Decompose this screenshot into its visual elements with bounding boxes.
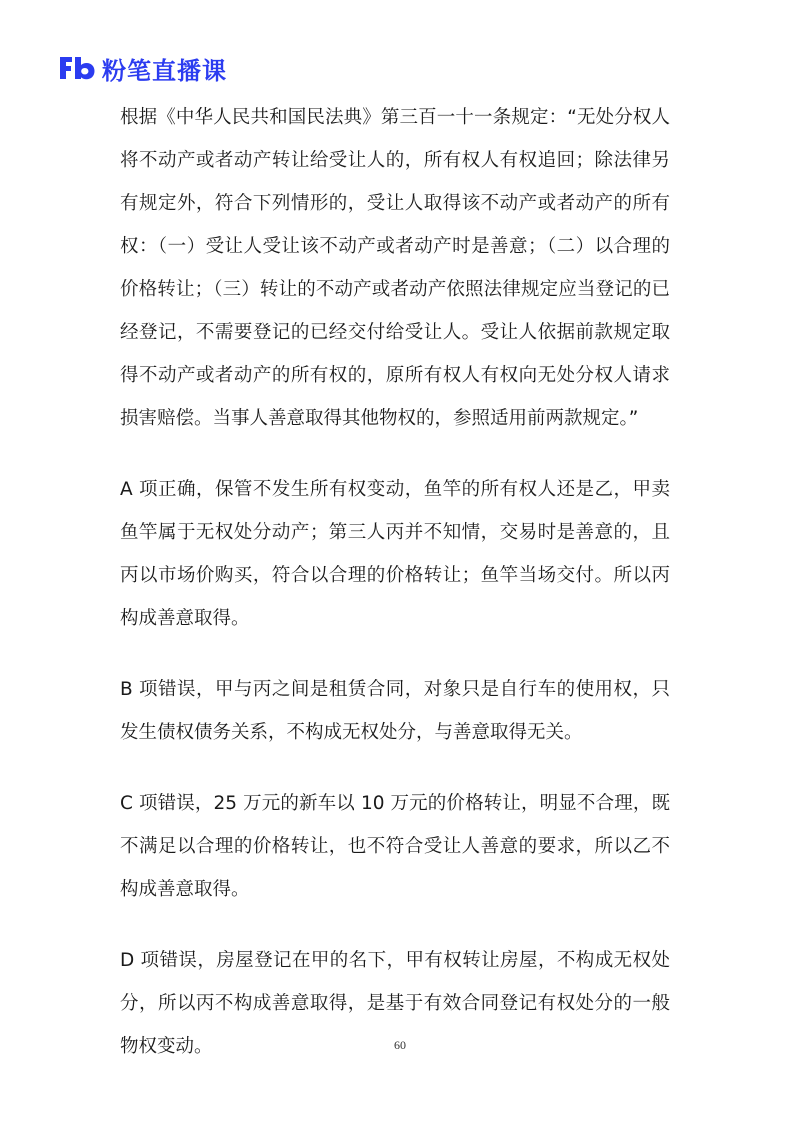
brand-title: 粉笔直播课 <box>102 56 227 85</box>
header <box>58 52 227 84</box>
document-body <box>120 96 670 1096</box>
paragraph-legal-citation: 根据《中华人民共和国民法典》第三百一十一条规定：“无处分权人将不动产或者动产转让给受让人的，所有权人有权追回；除法律另有规定外，符合下列情形的，受让人取得该不动产或者动产的所有权：（一）受让人受让该不动产或者动产时是善意；（二）以合理的价格转让；（三）转让的不动产或者动产依照法律规定应当登记的已经登记，不需要登记的已经交付给受让人。受让人依据前款规定取得不动产或者动产的所有权的，原所有权人有权向无处分权人请求损害赔偿。当事人善意取得其他物权的，参照适用前两款规定。” <box>120 107 670 429</box>
paragraph-option-a: A 项正确，保管不发生所有权变动，鱼竿的所有权人还是乙，甲卖鱼竿属于无权处分动产；第三人丙并不知情，交易时是善意的，且丙以市场价购买，符合以合理的价格转让；鱼竿当场交付。所以丙构成善意取得。 <box>120 479 670 629</box>
paragraph-option-d: D 项错误，房屋登记在甲的名下，甲有权转让房屋，不构成无权处分，所以丙不构成善意取得，是基于有效合同登记有权处分的一般物权变动。 <box>120 950 670 1057</box>
paragraph-option-b: B 项错误，甲与丙之间是租赁合同，对象只是自行车的使用权，只发生债权债务关系，不构成无权处分，与善意取得无关。 <box>120 679 670 743</box>
paragraph-option-c: C 项错误，25 万元的新车以 10 万元的价格转让，明显不合理，既不满足以合理的价格转让，也不符合受让人善意的要求，所以乙不构成善意取得。 <box>120 793 670 900</box>
fb-logo-icon <box>58 55 96 81</box>
page-number: 60 <box>394 1038 406 1052</box>
